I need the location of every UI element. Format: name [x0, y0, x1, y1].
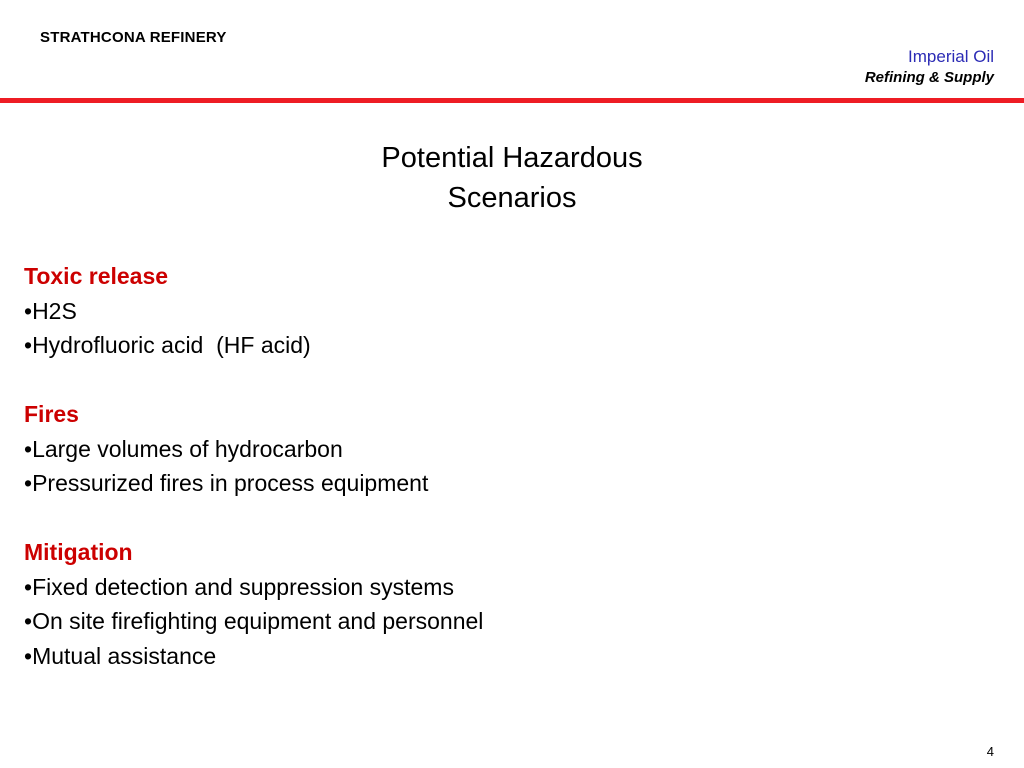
section-mitigation — [24, 535, 984, 673]
bullet-item: • Hydrofluoric acid (HF acid) — [24, 328, 984, 363]
slide-content — [24, 259, 984, 673]
brand-subtitle: Refining & Supply — [864, 69, 994, 86]
section-spacer — [24, 363, 984, 398]
section-heading: Toxic release — [24, 263, 169, 289]
page-number: 4 — [986, 744, 994, 759]
organization-name: STRATHCONA REFINERY — [40, 29, 227, 46]
section-heading: Fires — [24, 401, 79, 427]
bullet-item: • Mutual assistance — [24, 639, 984, 674]
bullet-item: • Large volumes of hydrocarbon — [24, 432, 984, 467]
bullet-item: • On site firefighting equipment and personnel — [24, 604, 984, 639]
brand-name: Imperial Oil — [908, 47, 994, 66]
bullet-item: • Fixed detection and suppression systems — [24, 570, 984, 605]
slide-title-line-1: Potential Hazardous — [381, 142, 643, 174]
brand-block — [865, 46, 994, 88]
section-fires — [24, 397, 984, 501]
bullet-item: • H2S — [24, 294, 984, 329]
bullet-item: • Pressurized fires in process equipment — [24, 466, 984, 501]
section-heading: Mitigation — [24, 539, 133, 565]
slide-title-line-2: Scenarios — [447, 182, 577, 214]
slide-title — [0, 138, 1024, 218]
section-spacer — [24, 501, 984, 536]
header-divider — [0, 98, 1024, 103]
section-toxic-release — [24, 259, 984, 363]
